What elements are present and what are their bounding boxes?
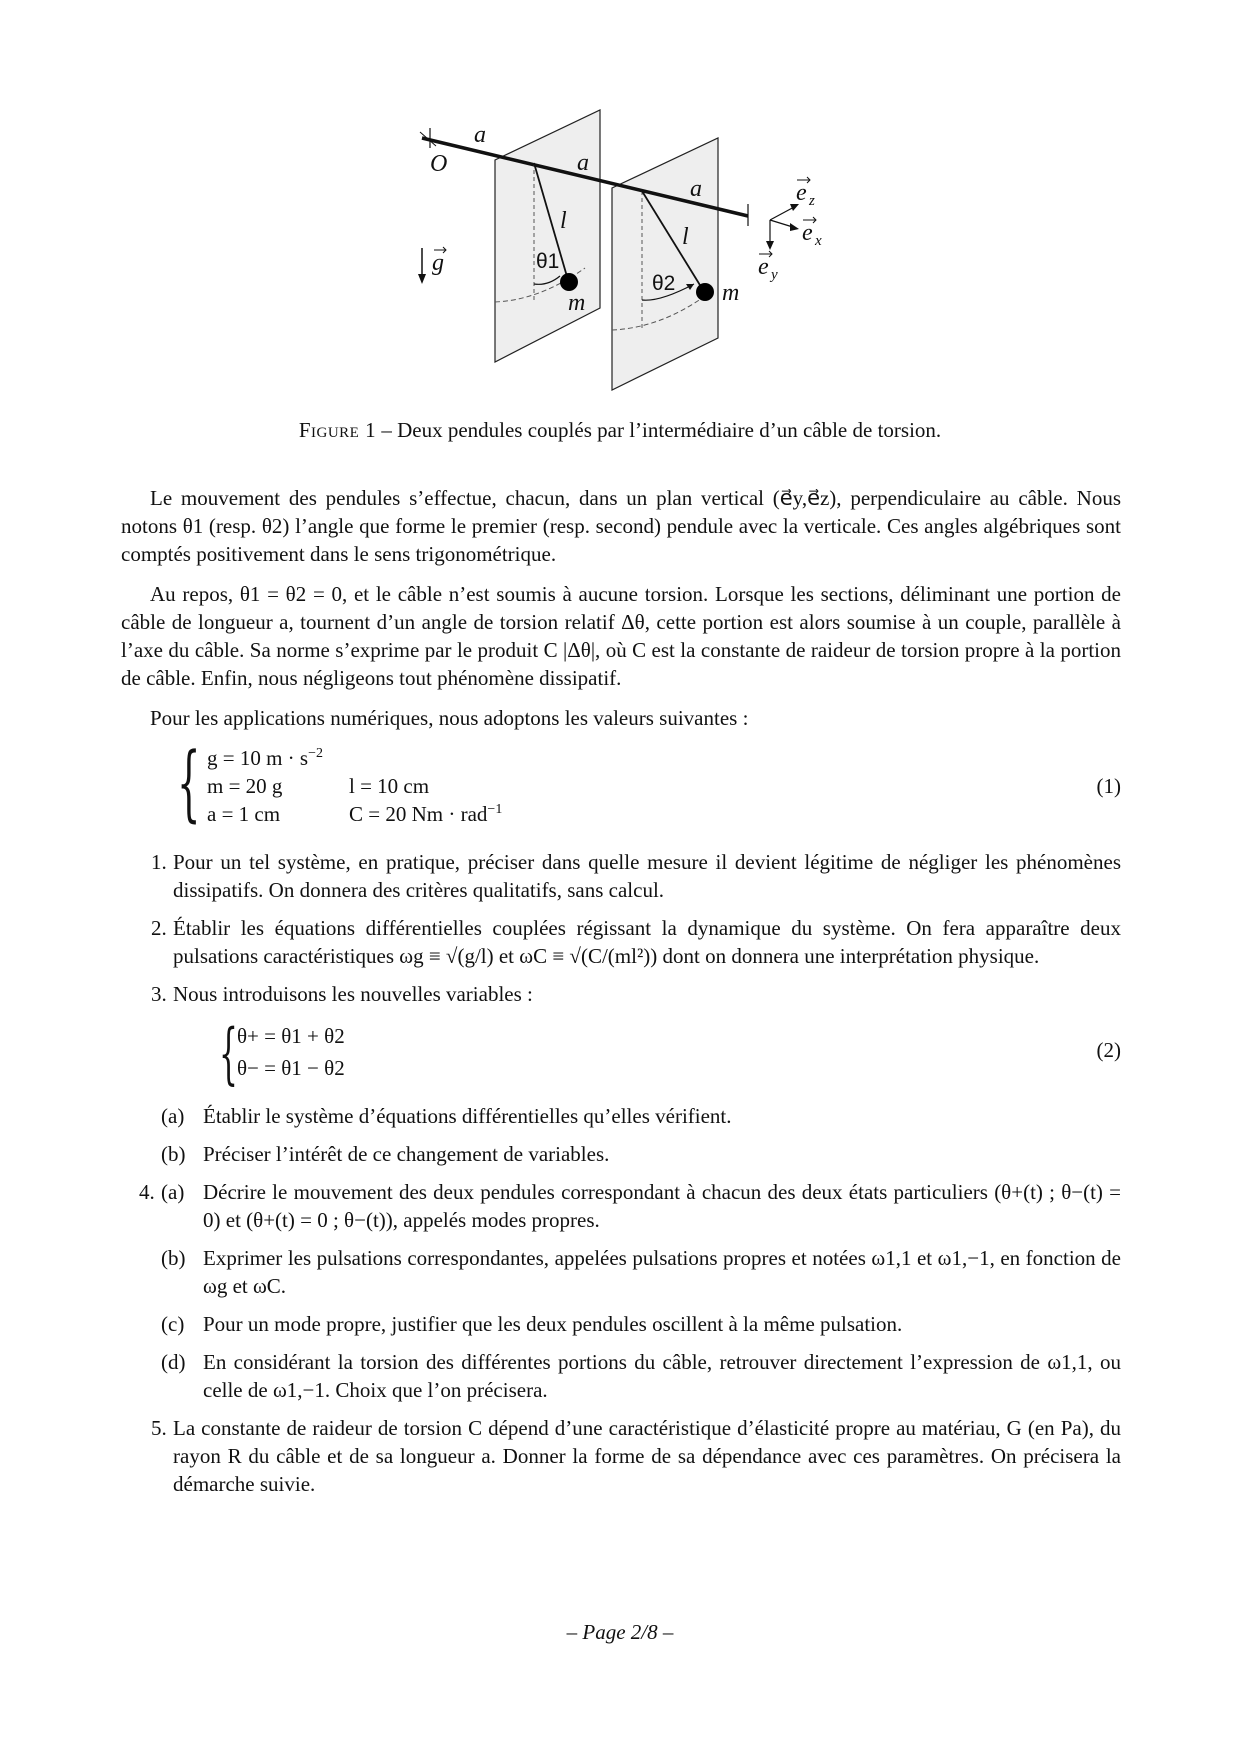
- label-ez: e: [796, 180, 807, 206]
- equation-2-number: (2): [1096, 1038, 1121, 1062]
- paragraph-2: Au repos, θ1 = θ2 = 0, et le câble n’est soumis à aucune torsion. Lorsque les sections, déliminant une portion de câble de longueur a, tournent d’un angle de torsion relatif Δθ, cette portion est alors soumise à un couple, parallèle à l’axe du câble. Sa norme s’exprime par le produit C |Δθ|, où C est la constante de raideur de torsion propre à la portion de câble. Enfin, nous négligeons tout phénomène dissipatif.: [121, 582, 1121, 690]
- question-3b: [121, 1140, 1121, 1168]
- equation-1-row-2a: m = 20 g: [207, 774, 283, 798]
- equation-2-row-1: θ+ = θ1 + θ2: [237, 1024, 345, 1048]
- equation-1-row-2b: l = 10 cm: [349, 774, 430, 798]
- label-theta-1: θ1: [536, 250, 560, 273]
- label-g: g: [432, 250, 444, 276]
- label-ex: e: [802, 220, 813, 246]
- question-3a-text: Établir le système d’équations différentielles qu’elles vérifient.: [203, 1104, 732, 1128]
- question-5-text: La constante de raideur de torsion C dépend d’une caractéristique d’élasticité propre au matériau, G (en Pa), du rayon R du câble et de sa longueur a. Donner la forme de sa dépendance avec ces paramètres. On précisera la démarche suivie.: [173, 1416, 1121, 1496]
- question-4a-label: (a): [161, 1180, 185, 1204]
- page-footer: – Page 2/8 –: [566, 1620, 674, 1644]
- question-3b-text: Préciser l’intérêt de ce changement de variables.: [203, 1142, 610, 1166]
- label-a-3: a: [690, 176, 702, 202]
- equation-1: [121, 736, 1121, 836]
- label-m-1: m: [568, 290, 586, 316]
- equation-2: [121, 1015, 1121, 1092]
- label-a-1: a: [474, 122, 486, 148]
- label-l-2: l: [682, 224, 689, 250]
- question-2: [121, 914, 1121, 970]
- plane-1: [495, 110, 600, 362]
- question-4c-text: Pour un mode propre, justifier que les deux pendules oscillent à la même pulsation.: [203, 1312, 903, 1336]
- question-4c: [121, 1310, 1121, 1338]
- paragraph-1: Le mouvement des pendules s’effectue, chacun, dans un plan vertical (e⃗y,e⃗z), perpendiculaire au câble. Nous notons θ1 (resp. θ2) l’angle que forme le premier (resp. second) pendule avec la verticale. Ces angles algébriques sont comptés positivement dans le sens trigonométrique.: [121, 486, 1121, 566]
- main-text: [121, 484, 1121, 1508]
- question-3-number: 3.: [151, 982, 167, 1006]
- question-3b-label: (b): [161, 1142, 186, 1166]
- label-O: O: [430, 151, 448, 177]
- equation-1-brace: {: [177, 736, 201, 831]
- equation-2-row-2: θ− = θ1 − θ2: [237, 1056, 345, 1080]
- question-3a-label: (a): [161, 1104, 185, 1128]
- plane-2: [612, 138, 718, 390]
- question-list-2: [121, 1414, 1121, 1498]
- figure-caption-prefix: Figure 1: [298, 418, 377, 442]
- label-m-2: m: [722, 280, 740, 306]
- question-3a: [121, 1102, 1121, 1130]
- question-1: [121, 848, 1121, 904]
- label-theta-2: θ2: [652, 272, 676, 295]
- gravity-arrowhead: [418, 274, 426, 284]
- label-ey: e: [758, 254, 769, 280]
- question-4b-text: Exprimer les pulsations correspondantes, appelées pulsations propres et notées ω1,1 et ω1,−1, en fonction de ωg et ωC.: [203, 1246, 1121, 1298]
- question-4a: [121, 1178, 1121, 1234]
- equation-1-row-3b: C = 20 Nm · rad$^{-1}$: [349, 802, 503, 826]
- question-4b-label: (b): [161, 1246, 186, 1270]
- question-4-number: 4.: [139, 1180, 155, 1204]
- question-list: [121, 848, 1121, 1008]
- question-1-text: Pour un tel système, en pratique, préciser dans quelle mesure il devient légitime de négliger les phénomènes dissipatifs. On donnera des critères qualitatifs, sans calcul.: [173, 850, 1121, 902]
- question-4b: [121, 1244, 1121, 1300]
- axis-ex-head: [790, 223, 799, 231]
- equation-1-row-3a: a = 1 cm: [207, 802, 281, 826]
- mass-1: [560, 273, 578, 291]
- figure-caption: [150, 418, 1090, 443]
- question-1-number: 1.: [151, 850, 167, 874]
- question-3: [121, 980, 1121, 1008]
- axis-ey-head: [766, 241, 774, 250]
- paragraph-3: Pour les applications numériques, nous adoptons les valeurs suivantes :: [150, 706, 749, 730]
- question-3-text: Nous introduisons les nouvelles variables :: [173, 982, 533, 1006]
- question-5-number: 5.: [151, 1416, 167, 1440]
- figure-caption-text: – Deux pendules couplés par l’intermédiaire d’un câble de torsion.: [376, 418, 942, 442]
- label-l-1: l: [560, 208, 567, 234]
- coupled-pendulums-figure: [0, 0, 1240, 410]
- mass-2: [696, 283, 714, 301]
- equation-1-number: (1): [1096, 774, 1121, 798]
- question-4a-text: Décrire le mouvement des deux pendules correspondant à chacun des deux états particuliers (θ+(t) ; θ−(t) = 0) et (θ+(t) = 0 ; θ−(t)), appelés modes propres.: [203, 1180, 1121, 1232]
- label-a-2: a: [577, 150, 589, 176]
- equation-2-brace: {: [219, 1015, 238, 1092]
- question-4d-label: (d): [161, 1350, 186, 1374]
- question-2-number: 2.: [151, 916, 167, 940]
- question-4d: [121, 1348, 1121, 1404]
- question-2-text: Établir les équations différentielles couplées régissant la dynamique du système. On fera apparaître deux pulsations caractéristiques ωg ≡ √(g/l) et ωC ≡ √(C/(ml²)) dont on donnera une interprétation physique.: [173, 916, 1121, 968]
- question-5: [121, 1414, 1121, 1498]
- label-ey-sub: y: [771, 267, 778, 283]
- label-ex-sub: x: [815, 233, 822, 249]
- question-4d-text: En considérant la torsion des différentes portions du câble, retrouver directement l’expression de ω1,1, ou celle de ω1,−1. Choix que l’on précisera.: [203, 1350, 1121, 1402]
- equation-1-row-1: g = 10 $m \cdot s^{-2}$: [207, 746, 323, 770]
- question-4c-label: (c): [161, 1312, 185, 1336]
- label-ez-sub: z: [809, 193, 815, 209]
